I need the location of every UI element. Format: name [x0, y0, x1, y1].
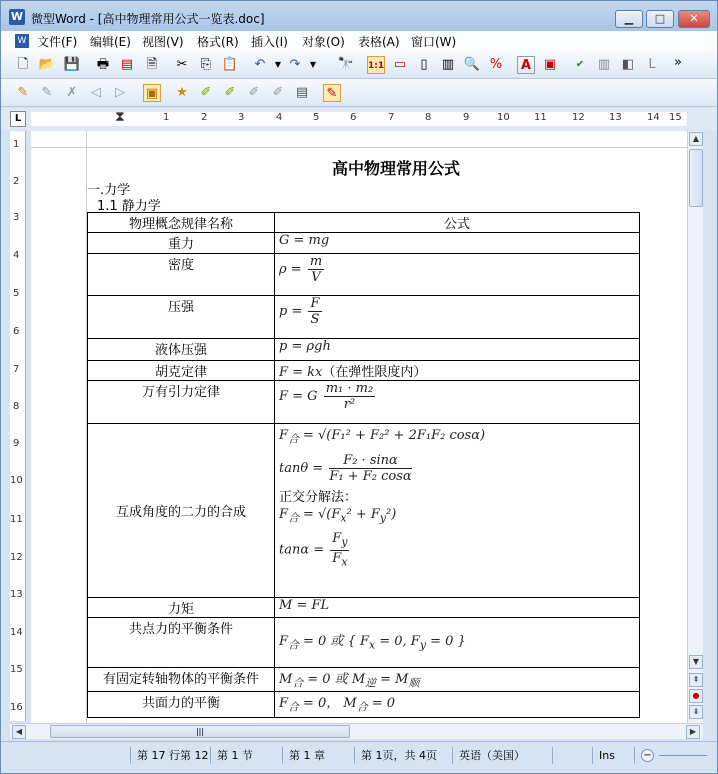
- table-row: [88, 424, 640, 598]
- window-title: 微型Word - [高中物理常用公式一览表.doc]: [31, 12, 265, 26]
- header-name-cell[interactable]: 物理概念规律名称: [88, 213, 275, 233]
- notes-icon[interactable]: ▤: [295, 85, 309, 100]
- scroll-right-button[interactable]: ▶: [686, 725, 700, 739]
- pdf-icon[interactable]: ▤: [120, 57, 134, 72]
- spellcheck-icon[interactable]: ✔: [575, 59, 585, 70]
- formula-liquid-pressure: p = ρgh: [279, 339, 331, 354]
- row-name-cell[interactable]: 有固定转轴物体的平衡条件: [88, 668, 275, 692]
- show-marks-icon[interactable]: ▣: [143, 84, 161, 102]
- decomposition-label: 正交分解法：: [279, 489, 358, 505]
- row-formula-cell[interactable]: [275, 361, 640, 381]
- page-width-icon[interactable]: ▭: [393, 57, 407, 72]
- formula-angle: tanθ = $\frac{\text{F₂ · sinα}}{\text{F₁ + F₂ cosα}}$: [279, 452, 412, 484]
- accept-icon[interactable]: ✐: [200, 85, 212, 100]
- menu-table[interactable]: 表格(A): [358, 35, 400, 49]
- vruler-mark: 6: [13, 326, 20, 337]
- undo-dropdown-icon[interactable]: ▼: [274, 60, 282, 69]
- find-icon[interactable]: 🔭: [337, 57, 355, 72]
- table-row: [88, 692, 640, 718]
- row-name-cell[interactable]: 共面力的平衡: [88, 692, 275, 718]
- row-formula-cell[interactable]: [275, 598, 640, 618]
- minimize-button[interactable]: ▁: [615, 10, 643, 28]
- table-row: [88, 668, 640, 692]
- vruler-mark: 13: [10, 589, 23, 600]
- scroll-left-button[interactable]: ◀: [12, 725, 26, 739]
- subsection-heading: 1.1 静力学: [97, 199, 161, 214]
- vertical-ruler: [10, 131, 26, 721]
- table-row: [88, 296, 640, 339]
- ruler-mark: 4: [276, 112, 283, 123]
- menu-file[interactable]: 文件(F): [37, 35, 78, 49]
- more-tools-icon[interactable]: »: [674, 55, 682, 70]
- ruler-scale[interactable]: [31, 109, 687, 126]
- row-formula-cell[interactable]: [275, 233, 640, 254]
- formula-pressure: p = $\frac{F}{S}$: [279, 296, 320, 327]
- horizontal-scroll-thumb[interactable]: |||: [50, 725, 350, 738]
- undo-icon[interactable]: ↶: [254, 57, 266, 72]
- row-name-cell[interactable]: 压强: [88, 296, 275, 339]
- reject-icon[interactable]: ✐: [248, 85, 260, 100]
- status-chapter: 第 1 章: [283, 747, 355, 764]
- ruler-mark: 10: [497, 112, 510, 123]
- track-delete-icon[interactable]: ✗: [66, 85, 78, 100]
- horizontal-scrollbar[interactable]: [10, 723, 703, 739]
- row-name-cell[interactable]: 胡克定律: [88, 361, 275, 381]
- vruler-mark: 11: [10, 514, 23, 525]
- vruler-mark: 8: [13, 401, 20, 412]
- menu-format[interactable]: 格式(R): [197, 35, 239, 49]
- font-color-icon[interactable]: A: [517, 56, 535, 74]
- vruler-mark: 14: [10, 627, 23, 638]
- reject-all-icon[interactable]: ✐: [272, 85, 284, 100]
- word-app-icon: W: [10, 10, 24, 23]
- preview-icon[interactable]: 🗎: [146, 57, 158, 72]
- print-icon[interactable]: 🖶: [96, 57, 110, 72]
- title-bar: [1, 1, 717, 31]
- accept-all-icon[interactable]: ✐: [224, 85, 236, 100]
- vertical-scroll-thumb[interactable]: [689, 149, 703, 207]
- track-next-icon[interactable]: ▷: [115, 85, 125, 100]
- menu-view[interactable]: 视图(V): [142, 35, 184, 49]
- horizontal-ruler: [1, 108, 717, 130]
- table-row: [88, 618, 640, 668]
- table-row: [88, 381, 640, 424]
- vruler-mark: 1: [13, 139, 20, 150]
- table-row: [88, 339, 640, 361]
- tab-selector[interactable]: L: [10, 111, 26, 127]
- paste-icon[interactable]: 📋: [221, 57, 239, 72]
- table-row: [88, 598, 640, 618]
- open-icon[interactable]: 📂: [38, 57, 56, 72]
- doc-icon[interactable]: W: [15, 34, 29, 48]
- row-name-cell[interactable]: 万有引力定律: [88, 381, 275, 424]
- maximize-button[interactable]: □: [646, 10, 674, 28]
- ruler-mark: 7: [388, 112, 395, 123]
- table-header-row: [88, 213, 640, 233]
- formula-gravitation: F = G $\frac{\text{m₁ · m₂}}{\text{r²}}$: [279, 381, 374, 412]
- two-pages-icon[interactable]: ▥: [441, 57, 455, 72]
- menu-window[interactable]: 窗口(W): [411, 35, 457, 49]
- row-formula-cell[interactable]: [275, 339, 640, 361]
- vruler-mark: 16: [10, 702, 23, 713]
- ruler-mark: 9: [463, 112, 470, 123]
- row-name-cell[interactable]: 力矩: [88, 598, 275, 618]
- status-blank: [9, 747, 131, 764]
- ruler-mark: 3: [238, 112, 245, 123]
- full-page-icon[interactable]: ▯: [420, 57, 428, 72]
- status-empty: [553, 747, 593, 764]
- cut-icon[interactable]: ✂: [176, 57, 188, 72]
- status-section: 第 1 节: [211, 747, 283, 764]
- label-icon[interactable]: L: [648, 57, 656, 72]
- menu-edit[interactable]: 编辑(E): [90, 35, 131, 49]
- ruler-mark: 8: [425, 112, 432, 123]
- vruler-mark: 4: [13, 250, 20, 261]
- zoom-slider[interactable]: [637, 747, 711, 764]
- formula-gravity: G = mg: [279, 233, 330, 248]
- document-title: 高中物理常用公式: [331, 159, 460, 178]
- formula-resultant: $F_合 = √(F_1^2 + F_2^2 + 2F_1F_2$ cosα): [279, 428, 486, 446]
- close-button[interactable]: ✕: [678, 10, 710, 28]
- vruler-mark: 2: [13, 176, 20, 187]
- prev-page-button[interactable]: ⇞: [689, 673, 703, 687]
- table-row: [88, 361, 640, 381]
- status-bar: [1, 741, 717, 773]
- status-language: 英语（美国）: [453, 747, 553, 764]
- redo-icon[interactable]: ↷: [289, 57, 301, 72]
- table-row: [88, 233, 640, 254]
- row-formula-cell[interactable]: [275, 254, 640, 296]
- formula-orthogonal: $F_合 = √(F_x^2 + F_y^2)$: [279, 506, 397, 525]
- redo-dropdown-icon[interactable]: ▼: [309, 60, 317, 69]
- vertical-scrollbar[interactable]: [687, 131, 703, 723]
- menu-bar: [1, 31, 717, 51]
- formula-tan-alpha: tanα = $\frac{F_y}{F_x}$: [279, 531, 348, 569]
- page-header-line: [31, 147, 687, 148]
- standard-toolbar: [1, 51, 717, 79]
- ruler-mark: 2: [201, 112, 208, 123]
- vruler-mark: 5: [13, 288, 20, 299]
- next-page-button[interactable]: ⇟: [689, 705, 703, 719]
- section-heading: 一.力学: [87, 183, 131, 198]
- object-icon[interactable]: ◧: [621, 57, 635, 72]
- row-name-cell[interactable]: 密度: [88, 254, 275, 296]
- zoom-track[interactable]: [659, 755, 707, 756]
- row-formula-cell[interactable]: [275, 692, 640, 718]
- document-page[interactable]: [31, 131, 687, 723]
- vruler-mark: 10: [10, 475, 23, 486]
- vruler-mark: 3: [13, 212, 20, 223]
- copy-icon[interactable]: ⎘: [200, 57, 212, 72]
- scroll-down-button[interactable]: ▼: [689, 655, 703, 669]
- row-formula-cell[interactable]: [275, 381, 640, 424]
- status-mode: Ins: [593, 747, 635, 764]
- actual-size-icon[interactable]: 1:1: [367, 56, 385, 74]
- ruler-mark: 1: [163, 112, 170, 123]
- vruler-mark: 7: [13, 364, 20, 375]
- vruler-mark: 15: [10, 664, 23, 675]
- row-formula-cell[interactable]: [275, 668, 640, 692]
- zoom-out-icon[interactable]: −: [641, 749, 654, 762]
- formula-torque: M = FL: [279, 598, 330, 613]
- ruler-mark: 15: [669, 112, 682, 123]
- zoom-icon[interactable]: 🔍: [463, 57, 481, 72]
- browse-object-button[interactable]: ●: [689, 689, 703, 703]
- row-name-cell[interactable]: 共点力的平衡条件: [88, 618, 275, 668]
- stats-icon[interactable]: ▥: [597, 57, 611, 72]
- ruler-mark: 14: [647, 112, 660, 123]
- vruler-mark: 12: [10, 552, 23, 563]
- track-prev-icon[interactable]: ◁: [91, 85, 101, 100]
- review-pane-icon[interactable]: ✎: [323, 84, 341, 102]
- row-formula-cell[interactable]: [275, 296, 640, 339]
- formula-equilibrium: $F_合 = 0$ 或 { $F_x = 0$, $F_y = 0$ }: [279, 634, 466, 652]
- ruler-mark: 11: [534, 112, 547, 123]
- indent-marker-icon[interactable]: ⧗: [115, 109, 125, 125]
- ruler-mark: 13: [609, 112, 622, 123]
- formula-axis-equilibrium: $M_合 = 0$ 或 $M_逆 = M_顺$: [279, 672, 420, 690]
- formula-coplanar: $F_合 = 0$， $M_合 = 0$: [279, 696, 395, 714]
- review-toolbar: [1, 79, 717, 107]
- table-row: [88, 254, 640, 296]
- row-name-cell[interactable]: 液体压强: [88, 339, 275, 361]
- formula-hooke: F = kx: [279, 365, 323, 380]
- track-add-icon[interactable]: ✎: [41, 85, 53, 100]
- ruler-mark: 12: [572, 112, 585, 123]
- row-name-cell[interactable]: 互成角度的二力的合成: [88, 424, 275, 598]
- row-formula-cell[interactable]: [275, 424, 640, 598]
- header-formula-cell[interactable]: 公式: [275, 213, 640, 233]
- scroll-up-button[interactable]: ▲: [689, 132, 703, 146]
- status-page: 第 1页，共 4页: [355, 747, 453, 764]
- formula-table[interactable]: [87, 212, 640, 718]
- star-icon[interactable]: ★: [176, 85, 188, 100]
- char-format-icon[interactable]: ▣: [543, 57, 557, 72]
- formula-density: ρ = $\frac{m}{V}$: [279, 254, 323, 285]
- save-icon[interactable]: 💾: [63, 57, 81, 72]
- row-name-cell[interactable]: 重力: [88, 233, 275, 254]
- status-line-col: 第 17 行第 12: [131, 747, 211, 764]
- zoom-percent-icon[interactable]: %: [489, 57, 503, 72]
- menu-object[interactable]: 对象(O): [302, 35, 345, 49]
- new-icon[interactable]: 🗋: [17, 57, 29, 72]
- row-formula-cell[interactable]: [275, 618, 640, 668]
- hooke-note: （在弹性限度内）: [322, 365, 427, 380]
- edit-doc-icon[interactable]: ✎: [17, 85, 29, 100]
- ruler-mark: 5: [313, 112, 320, 123]
- menu-insert[interactable]: 插入(I): [251, 35, 288, 49]
- ruler-mark: 6: [350, 112, 357, 123]
- vruler-mark: 9: [13, 438, 20, 449]
